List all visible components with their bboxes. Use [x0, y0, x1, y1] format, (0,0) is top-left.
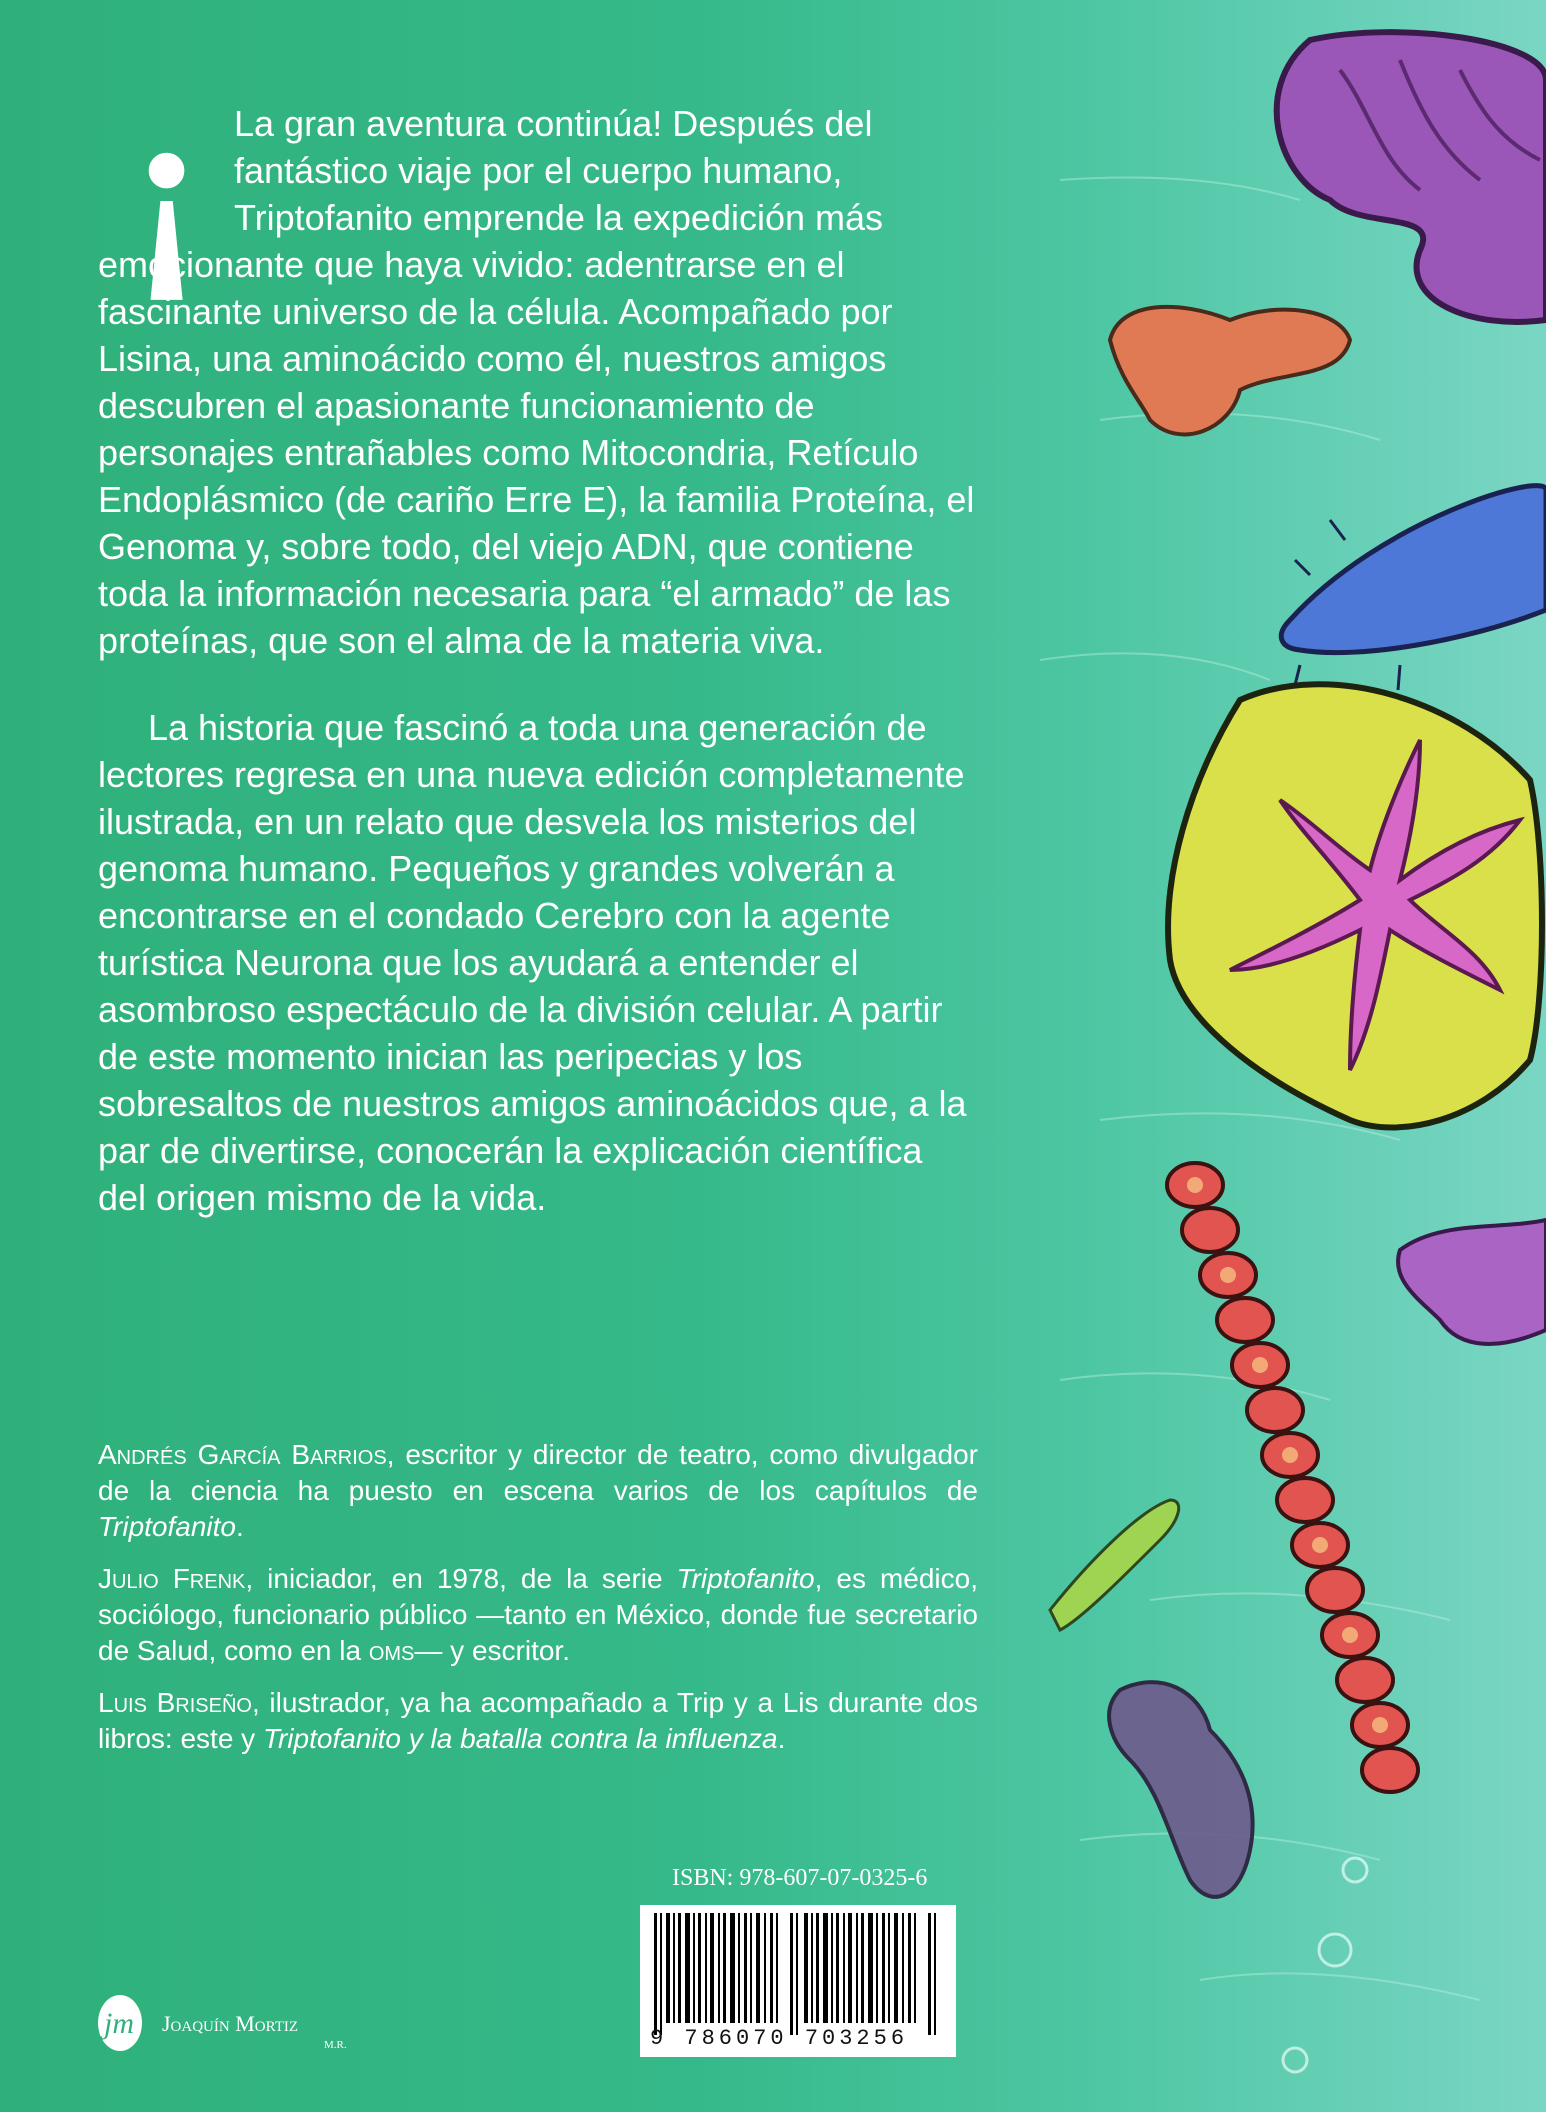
author-name: Julio Frenk [98, 1563, 246, 1594]
publisher-name: Joaquín Mortiz [162, 2011, 299, 2036]
publisher-logo [92, 1985, 347, 2055]
oms-acronym: oms [368, 1635, 415, 1666]
intro-rest: emocionante que haya vivido: adentrarse en el fascinante universo de la célula. Acompañado por Lisina, una aminoácido como él, nuestros amigos descubren el apasionante funcionamiento de personajes entrañables como Mitocondria, Retículo Endoplásmico (de cariño Erre E), la familia Proteína, el Genoma y, sobre todo, del viejo ADN, que contiene toda la información necesaria para “el armado” de las proteínas, que son el alma de la materia viva. [98, 244, 975, 661]
purple-worm [1398, 1220, 1546, 1344]
intro-line-1: La gran aventura continúa! Después del [234, 103, 873, 144]
author-name: Andrés García Barrios [98, 1439, 387, 1470]
blue-bacterium [1281, 486, 1546, 653]
barcode [640, 1905, 956, 2057]
purple-organelle [1277, 32, 1546, 322]
book-title: Triptofanito [98, 1511, 236, 1542]
book-title: Triptofanito y la batalla contra la influenza [262, 1723, 778, 1754]
green-bacterium [1050, 1500, 1179, 1630]
isbn-label: ISBN: 978-607-07-0325-6 [672, 1865, 928, 1891]
registered-mark: M.R. [324, 2039, 347, 2051]
book-title: Triptofanito [676, 1563, 815, 1594]
bio-garcia: Andrés García Barrios, escritor y director de teatro, como divulgador de la ciencia ha puesto en escena varios de los capítulos de Triptofanito. [98, 1439, 978, 1542]
intro-line-3: Triptofanito emprende la expedición más [234, 197, 884, 238]
illustrator-name: Luis Briseño [98, 1687, 252, 1718]
synopsis-paragraph-2: La historia que fascinó a toda una generación de lectores regresa en una nueva edición completamente ilustrada, en un relato que desvela los misterios del genoma humano. Pequeños y grandes volverán a encontrarse en el condado Cerebro con la agente turística Neurona que los ayudará a entender el asombroso espectáculo de la división celular. A partir de este momento inician las peripecias y los sobresaltos de nuestros amigos aminoácidos que, a la par de divertirse, conocerán la explicación científica del origen mismo de la vida. [98, 707, 967, 1218]
svg-text:jm: jm [104, 2007, 134, 2040]
intro-line-2: fantástico viaje por el cuerpo humano, [234, 150, 843, 191]
jm-logo-icon [92, 1985, 152, 2055]
red-bead-chain [1167, 1163, 1418, 1792]
synopsis [98, 100, 978, 1221]
bio-briseno: Luis Briseño, ilustrador, ya ha acompañado a Trip y a Lis durante dos libros: este y Triptofanito y la batalla contra la influenza. [98, 1687, 978, 1754]
orange-organelle [1110, 307, 1350, 435]
author-bios [98, 1437, 978, 1773]
bio-frenk: Julio Frenk, iniciador, en 1978, de la serie Triptofanito, es médico, sociólogo, funcionario público —tanto en México, donde fue secretario de Salud, como en la oms— y escritor. [98, 1563, 978, 1666]
opening-exclamation: ¡ [130, 60, 204, 304]
bubbles [1283, 1858, 1367, 2072]
synopsis-paragraph-1 [98, 100, 978, 664]
dark-purple-worm [1109, 1682, 1253, 1897]
barcode-digits: 9 786070 703256 [650, 2026, 909, 2051]
